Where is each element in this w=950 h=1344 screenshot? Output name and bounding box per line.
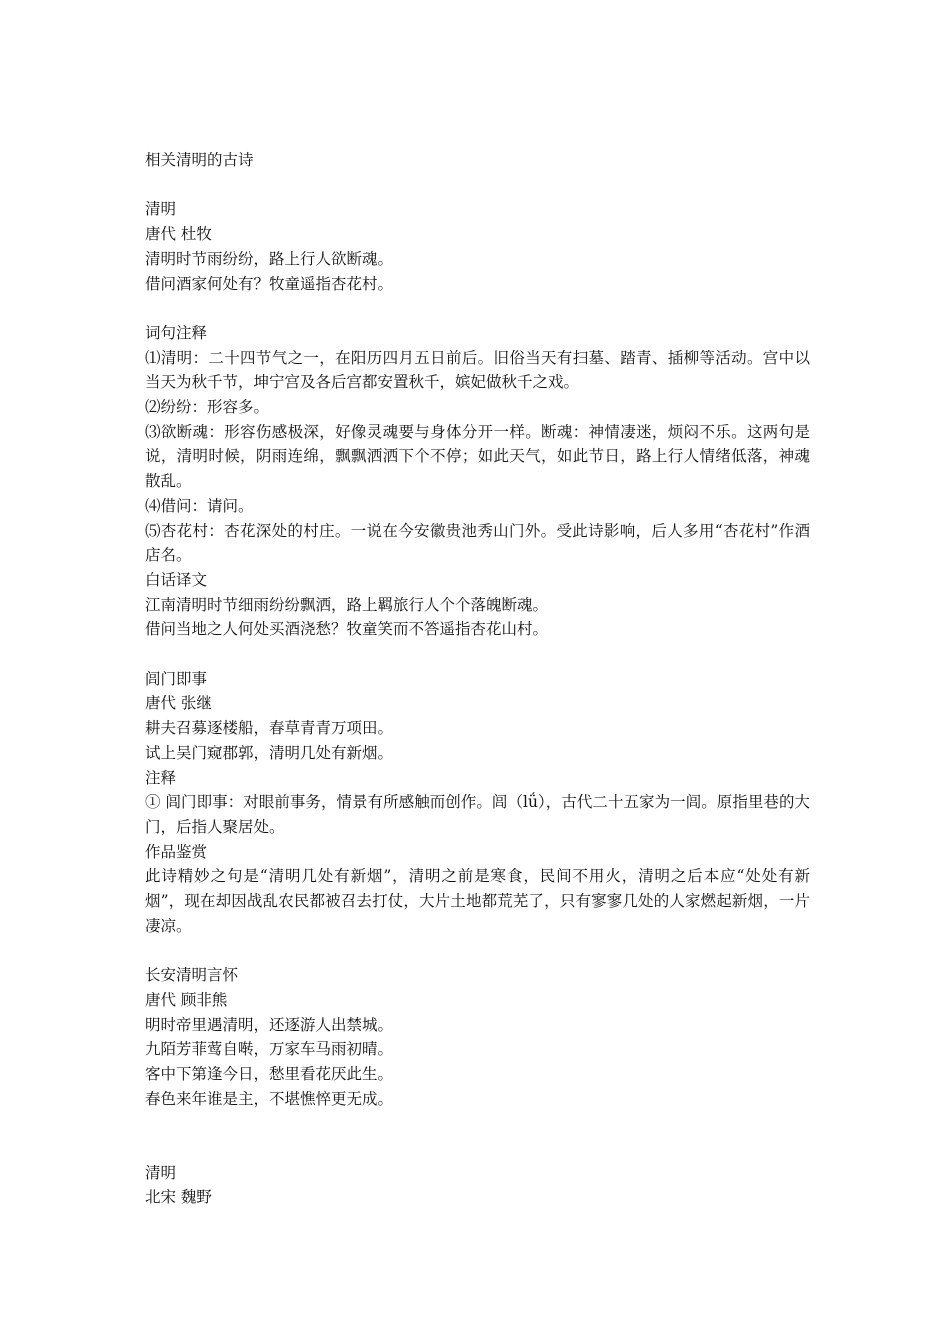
note-item: ⑷借问：请问。 [145,496,254,515]
note-item: ⑵纷纷：形容多。 [145,398,270,416]
translation-line: 借问当地之人何处买酒浇愁？牧童笑而不答遥指杏花山村。 [145,620,549,639]
poem-title: 清明 [145,200,177,219]
poem-line: 客中下第逢今日，愁里看花厌此生。 [145,1064,394,1083]
poem-title: 闾门即事 [145,669,208,688]
poem-author: 唐代 杜牧 [145,225,212,244]
translation-heading: 白话译文 [145,570,208,589]
spacer [145,938,810,963]
notes-heading: 词句注释 [145,323,208,342]
document-body [145,148,810,1210]
spacer [145,173,810,198]
note-item: ① 闾门即事：对眼前事务，情景有所感触而创作。闾（lǘ），古代二十五家为一闾。原指里巷的大门，后指人聚居处。 [145,793,810,836]
translation-line: 江南清明时节细雨纷纷飘洒，路上羁旅行人个个落魄断魂。 [145,595,549,614]
note-item: ⑴清明：二十四节气之一，在阳历四月五日前后。旧俗当天有扫墓、踏青、插柳等活动。宫中以当天为秋千节，坤宁宫及各后宫都安置秋千，嫔妃做秋千之戏。 [145,348,810,392]
poem-line: 借问酒家何处有？牧童遥指杏花村。 [145,274,394,293]
poem-title: 清明 [145,1163,177,1182]
spacer [145,296,810,321]
poem-line: 明时帝里遇清明，还逐游人出禁城。 [145,1015,394,1034]
note-item: ⑶欲断魂：形容伤感极深，好像灵魂要与身体分开一样。断魂：神情凄迷，烦闷不乐。这两句是说，清明时候，阴雨连绵，飘飘洒洒下个不停；如此天气，如此节日，路上行人情绪低落，神魂散乱。 [145,422,810,491]
poem-author: 唐代 顾非熊 [145,990,228,1009]
poem-line: 春色来年谁是主，不堪憔悴更无成。 [145,1089,394,1108]
spacer [145,1111,810,1160]
poem-author: 唐代 张继 [145,694,212,713]
appreciation-heading: 作品鉴赏 [145,842,208,861]
spacer [145,642,810,667]
poem-line: 试上吴门窥郡郭，清明几处有新烟。 [145,743,394,762]
poem-author: 北宋 魏野 [145,1188,212,1207]
document-title: 相关清明的古诗 [145,151,254,169]
poem-line: 耕夫召募逐楼船，春草青青万项田。 [145,719,394,738]
poem-line: 九陌芳菲莺自啭，万家车马雨初晴。 [145,1040,394,1059]
poem-line: 清明时节雨纷纷，路上行人欲断魂。 [145,249,394,268]
note-item: ⑸杏花村：杏花深处的村庄。一说在今安徽贵池秀山门外。受此诗影响，后人多用“杏花村”作酒店名。 [145,521,810,565]
poem-title: 长安清明言怀 [145,966,239,985]
appreciation-text: 此诗精妙之句是“清明几处有新烟”，清明之前是寒食，民间不用火，清明之后本应“处处有新烟”，现在却因战乱农民都被召去打仗，大片土地都荒芜了，只有寥寥几处的人家燃起新烟，一片凄凉。 [145,867,810,935]
notes-heading: 注释 [145,768,177,787]
